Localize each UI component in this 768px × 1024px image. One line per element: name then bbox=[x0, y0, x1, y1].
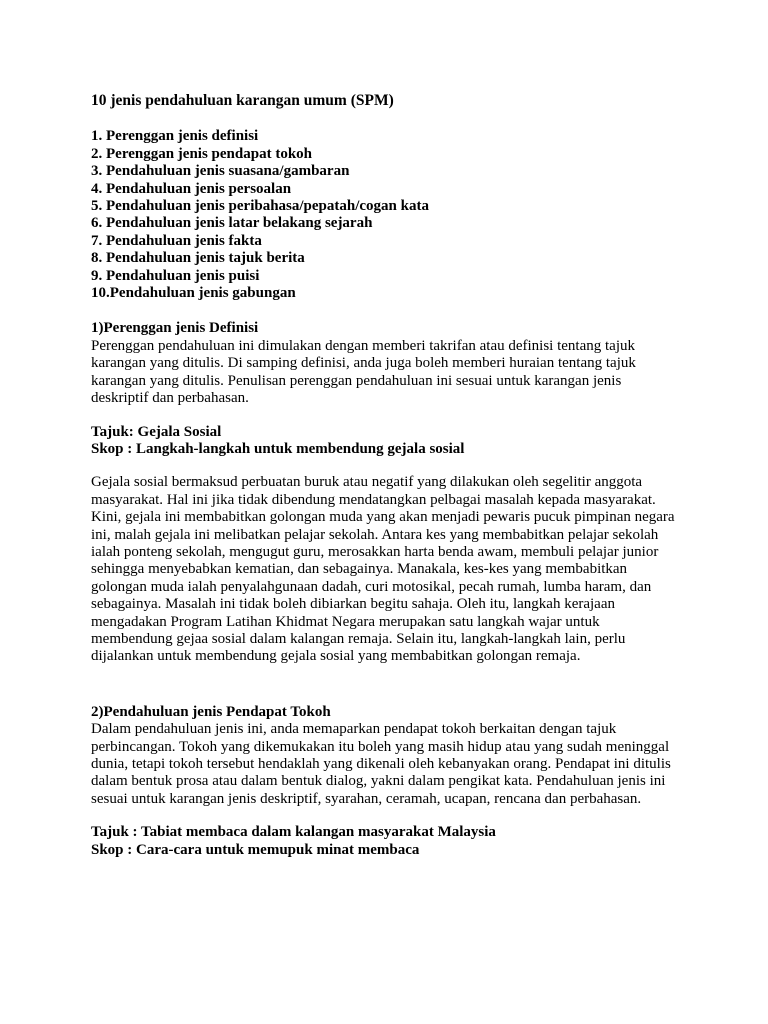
list-item: 4. Pendahuluan jenis persoalan bbox=[91, 180, 292, 197]
text-line: masyarakat. Hal ini jika tidak dibendung mendatangkan pelbagai masalah kepada masyarakat. bbox=[91, 491, 656, 508]
text-line: ialah ponteng sekolah, mengugut guru, merosakkan harta benda awam, membuli pelajar junior bbox=[91, 543, 659, 560]
list-item: 3. Pendahuluan jenis suasana/gambaran bbox=[91, 163, 350, 180]
text-line: sebagainya. Masalah ini tidak boleh dibiarkan begitu sahaja. Oleh itu, langkah kerajaan bbox=[91, 596, 615, 613]
section-1-heading: 1)Perenggan jenis Definisi bbox=[91, 320, 259, 337]
spacer bbox=[91, 666, 708, 704]
list-item: 9. Pendahuluan jenis puisi bbox=[91, 267, 260, 284]
section-2-tajuk: Tajuk : Tabiat membaca dalam kalangan masyarakat Malaysia bbox=[91, 824, 496, 841]
document-title: 10 jenis pendahuluan karangan umum (SPM) bbox=[91, 92, 394, 109]
list-item: 8. Pendahuluan jenis tajuk berita bbox=[91, 250, 305, 267]
text-line: Kini, gejala ini membabitkan golongan muda yang akan menjadi pewaris pucuk pimpinan negara bbox=[91, 509, 675, 526]
section-2-skop: Skop : Cara-cara untuk memupuk minat membaca bbox=[91, 841, 420, 858]
section-2-topic bbox=[91, 824, 708, 859]
section-2 bbox=[91, 704, 708, 808]
text-line: Perenggan pendahuluan ini dimulakan dengan memberi takrifan atau definisi tentang tajuk bbox=[91, 337, 635, 354]
section-1-example bbox=[91, 474, 708, 665]
text-line: deskriptif dan perbahasan. bbox=[91, 390, 249, 407]
text-line: sehingga menyebabkan kematian, dan sebagainya. Manakala, kes-kes yang membabitkan bbox=[91, 561, 628, 578]
text-line: perbincangan. Tokoh yang dikemukakan itu boleh yang masih hidup atau yang sudah meninggal bbox=[91, 738, 670, 755]
text-line: dunia, tetapi tokoh tersebut hendaklah yang dikenali oleh kebanyakan orang. Pendapat ini ditulis bbox=[91, 756, 671, 772]
list-item: 10.Pendahuluan jenis gabungan bbox=[91, 285, 296, 302]
text-line: golongan muda ialah penyalahgunaan dadah, curi motosikal, pecah rumah, lumba haram, dan bbox=[91, 578, 652, 595]
text-line: sesuai untuk karangan jenis deskriptif, syarahan, ceramah, ucapan, rencana dan perbahasan. bbox=[91, 790, 642, 807]
section-2-description bbox=[91, 721, 708, 808]
list-item: 7. Pendahuluan jenis fakta bbox=[91, 232, 262, 249]
section-1-tajuk: Tajuk: Gejala Sosial bbox=[91, 423, 222, 440]
section-1-skop: Skop : Langkah-langkah untuk membendung gejala sosial bbox=[91, 440, 465, 457]
section-1-description bbox=[91, 338, 708, 408]
section-1-topic bbox=[91, 424, 708, 459]
text-line: karangan yang ditulis. Penulisan perenggan pendahuluan ini sesuai untuk karangan jenis bbox=[91, 372, 622, 389]
list-item: 6. Pendahuluan jenis latar belakang sejarah bbox=[91, 215, 373, 232]
text-line: Dalam pendahuluan jenis ini, anda memaparkan pendapat tokoh berkaitan dengan tajuk bbox=[91, 721, 617, 738]
text-line: ini, malah gejala ini melibatkan pelajar sekolah. Antara kes yang membabitkan pelajar sekolah bbox=[91, 526, 659, 543]
list-item: 5. Pendahuluan jenis peribahasa/pepatah/cogan kata bbox=[91, 198, 429, 215]
text-line: dijalankan untuk membendung gejala sosial yang membabitkan golongan remaja. bbox=[91, 648, 581, 665]
list-item: 2. Perenggan jenis pendapat tokoh bbox=[91, 145, 313, 162]
text-line: karangan yang ditulis. Di samping definisi, anda juga boleh memberi huraian tentang tajuk bbox=[91, 355, 636, 372]
text-line: dalam bentuk prosa atau dalam bentuk dialog, yakni dalam pengikat kata. Pendahuluan jenis ini bbox=[91, 773, 666, 790]
text-line: mengadakan Program Latihan Khidmat Negara merupakan satu langkah wajar untuk bbox=[91, 613, 600, 630]
section-1 bbox=[91, 320, 708, 407]
text-line: Gejala sosial bermaksud perbuatan buruk atau negatif yang dilakukan oleh segelitir anggota bbox=[91, 474, 643, 491]
section-2-heading: 2)Pendahuluan jenis Pendapat Tokoh bbox=[91, 703, 331, 720]
intro-types-list bbox=[91, 128, 708, 302]
list-item: 1. Perenggan jenis definisi bbox=[91, 128, 259, 145]
text-line: membendung gejaa sosial dalam kalangan remaja. Selain itu, langkah-langkah lain, perlu bbox=[91, 630, 626, 647]
